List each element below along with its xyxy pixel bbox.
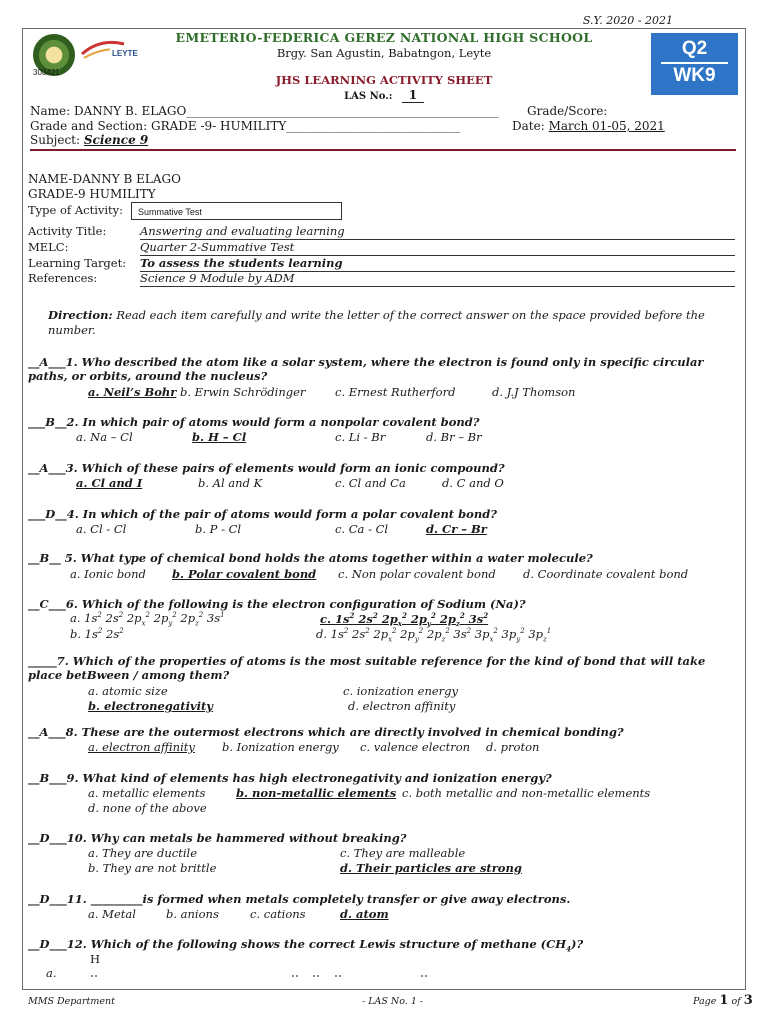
activity-name-line: NAME-DANNY B ELAGO xyxy=(28,172,181,186)
melc-label: MELC: xyxy=(28,240,69,254)
subject-label: Subject: xyxy=(30,133,81,147)
q4-option-b: b. P - Cl xyxy=(195,522,242,536)
grade-score-label: Grade/Score: xyxy=(527,104,608,118)
melc-value: Quarter 2-Summative Test xyxy=(140,240,735,256)
question-10: __D___10. Why can metals be hammered without breaking? xyxy=(28,831,407,845)
q2-option-c: c. Li - Br xyxy=(335,430,386,444)
q2-option-a: a. Na – Cl xyxy=(76,430,133,444)
grade-section-label: Grade and Section: xyxy=(30,119,148,133)
q9-option-c: c. both metallic and non-metallic elements xyxy=(402,786,651,800)
header-divider xyxy=(30,149,736,151)
school-id: 303421 xyxy=(33,68,60,77)
q2-option-b: b. H – Cl xyxy=(192,430,247,444)
q8-option-d: d. proton xyxy=(486,740,540,754)
svg-text:LEYTE: LEYTE xyxy=(112,49,138,58)
q10-option-b: b. They are not brittle xyxy=(88,861,217,875)
las-number-row xyxy=(0,88,768,103)
q4-option-d: d. Cr – Br xyxy=(426,522,487,536)
q4-option-c: c. Ca - Cl xyxy=(335,522,389,536)
q8-option-c: c. valence electron xyxy=(360,740,471,754)
references-label: References: xyxy=(28,271,98,285)
activity-type-box: Summative Test xyxy=(131,202,342,220)
q1-option-a: a. Neil’s Bohr xyxy=(88,385,177,399)
q7-option-a: a. atomic size xyxy=(88,684,168,698)
question-2: ___B__2. In which pair of atoms would form a nonpolar covalent bond? xyxy=(28,415,480,429)
q11-option-d: d. atom xyxy=(340,907,389,921)
school-address: Brgy. San Agustin, Babatngon, Leyte xyxy=(276,46,492,60)
q1-option-c: c. Ernest Rutherford xyxy=(335,385,456,399)
q7-option-b: b. electronegativity xyxy=(88,699,213,713)
quarter-label: Q2 xyxy=(681,38,708,59)
las-label: LAS No.: xyxy=(344,91,393,102)
q5-option-a: a. Ionic bond xyxy=(70,567,146,581)
question-3: __A___3. Which of these pairs of elements would form an ionic compound? xyxy=(28,461,505,475)
footer-department: MMS Department xyxy=(28,996,115,1007)
q10-option-d: d. Their particles are strong xyxy=(340,861,522,875)
activity-grade-line: GRADE-9 HUMILITY xyxy=(28,187,156,201)
q1-option-b: b. Erwin Schrödinger xyxy=(180,385,306,399)
question-5: __B__ 5. What type of chemical bond holds the atoms together within a water molecule? xyxy=(28,551,593,565)
name-row: Name: DANNY B. ELAGO____________________________________________________ xyxy=(30,104,499,118)
q3-option-a: a. Cl and I xyxy=(76,476,143,490)
activity-title-label: Activity Title: xyxy=(28,224,107,238)
q6-option-b: b. $1s^2$ $2s^2$ xyxy=(70,627,124,641)
date-row xyxy=(512,119,665,133)
q8-option-a: a. electron affinity xyxy=(88,740,195,754)
question-11: __D___11. _________is formed when metals completely transfer or give away electrons. xyxy=(28,892,571,906)
week-label: WK9 xyxy=(661,62,728,87)
lewis-dots-icon xyxy=(80,966,440,982)
grade-section: GRADE -9- HUMILITY xyxy=(150,119,287,133)
question-1: __A___1. Who described the atom like a solar system, where the electron is found only in specific circular paths, or orbits, around the nucleus? xyxy=(28,355,704,383)
q6-option-c: c. $1s^2$ $2s^2$ $2p_x^2$ $2p_y^2$ $2p_z^2$ $3s^2$ xyxy=(320,611,489,629)
q2-option-d: d. Br – Br xyxy=(426,430,482,444)
page-number: 1 xyxy=(719,993,729,1008)
q4-option-a: a. Cl - Cl xyxy=(76,522,127,536)
question-6: __C___6. Which of the following is the electron configuration of Sodium (Na)? xyxy=(28,597,526,611)
date-label: Date: xyxy=(512,119,545,133)
date-value: March 01-05, 2021 xyxy=(548,119,665,133)
q11-option-c: c. cations xyxy=(250,907,306,921)
footer-las-ref: - LAS No. 1 - xyxy=(362,996,424,1007)
learning-target-label: Learning Target: xyxy=(28,256,127,270)
q5-option-d: d. Coordinate covalent bond xyxy=(523,567,689,581)
q7-option-c: c. ionization energy xyxy=(343,684,459,698)
learning-target-value: To assess the students learning xyxy=(140,256,735,272)
grade-section-row: Grade and Section: GRADE -9- HUMILITY_____________________________ xyxy=(30,119,461,133)
footer-page: Page 1 of 3 xyxy=(693,993,753,1008)
q10-option-c: c. They are malleable xyxy=(340,846,466,860)
page-total: 3 xyxy=(743,993,753,1008)
q8-option-b: b. Ionization energy xyxy=(222,740,339,754)
q11-option-a: a. Metal xyxy=(88,907,136,921)
question-9: __B___9. What kind of elements has high electronegativity and ionization energy? xyxy=(28,771,552,785)
name-label: Name: xyxy=(30,104,71,118)
q9-option-d: d. none of the above xyxy=(88,801,207,815)
q9-option-a: a. metallic elements xyxy=(88,786,206,800)
sheet-title: JHS LEARNING ACTIVITY SHEET xyxy=(275,73,493,87)
q11-option-b: b. anions xyxy=(166,907,219,921)
school-name: EMETERIO-FEDERICA GEREZ NATIONAL HIGH SCHOOL xyxy=(175,30,593,45)
references-value: Science 9 Module by ADM xyxy=(140,271,735,287)
q6-option-d: d. $1s^2$ $2s^2$ $2p_x^2$ $2p_y^2$ $2p_z^2$ $3s^2$ $3p_x^2$ $3p_y^2$ $3p_z^1$ xyxy=(316,627,552,644)
q6-option-a: a. $1s^2$ $2s^2$ $2p_x^2$ $2p_y^2$ $2p_z^2$ $3s^1$ xyxy=(70,611,225,628)
subject-row xyxy=(30,133,148,147)
q5-option-c: c. Non polar covalent bond xyxy=(338,567,496,581)
q10-option-a: a. They are ductile xyxy=(88,846,198,860)
direction-text: Direction: Read each item carefully and write the letter of the correct answer on the space provided before the number. xyxy=(48,308,705,337)
q12-option-a: a. xyxy=(46,966,57,980)
q12-lewis-h: H xyxy=(90,952,101,966)
q5-option-b: b. Polar covalent bond xyxy=(172,567,317,581)
q7-option-d: d. electron affinity xyxy=(348,699,456,713)
student-name: DANNY B. ELAGO xyxy=(74,104,187,118)
question-4: ___D__4. In which of the pair of atoms would form a polar covalent bond? xyxy=(28,507,497,521)
school-year: S.Y. 2020 - 2021 xyxy=(582,14,673,27)
question-8: __A___8. These are the outermost electrons which are directly involved in chemical bonding? xyxy=(28,725,624,739)
q3-option-b: b. Al and K xyxy=(198,476,263,490)
subject-value: Science 9 xyxy=(83,133,149,147)
q3-option-c: c. Cl and Ca xyxy=(335,476,406,490)
direction-label: Direction: xyxy=(48,308,113,322)
q9-option-b: b. non-metallic elements xyxy=(236,786,397,800)
activity-title-value: Answering and evaluating learning xyxy=(140,224,735,240)
question-7: _____7. Which of the properties of atoms is the most suitable reference for the kind of bond that will take place betBween / among them? xyxy=(28,654,706,682)
las-number: 1 xyxy=(402,88,424,103)
question-12: __D___12. Which of the following shows the correct Lewis structure of methane $(CH_4)$? xyxy=(28,937,584,954)
activity-type-label: Type of Activity: xyxy=(28,203,124,217)
q3-option-d: d. C and O xyxy=(442,476,504,490)
q1-option-d: d. J.J Thomson xyxy=(492,385,576,399)
